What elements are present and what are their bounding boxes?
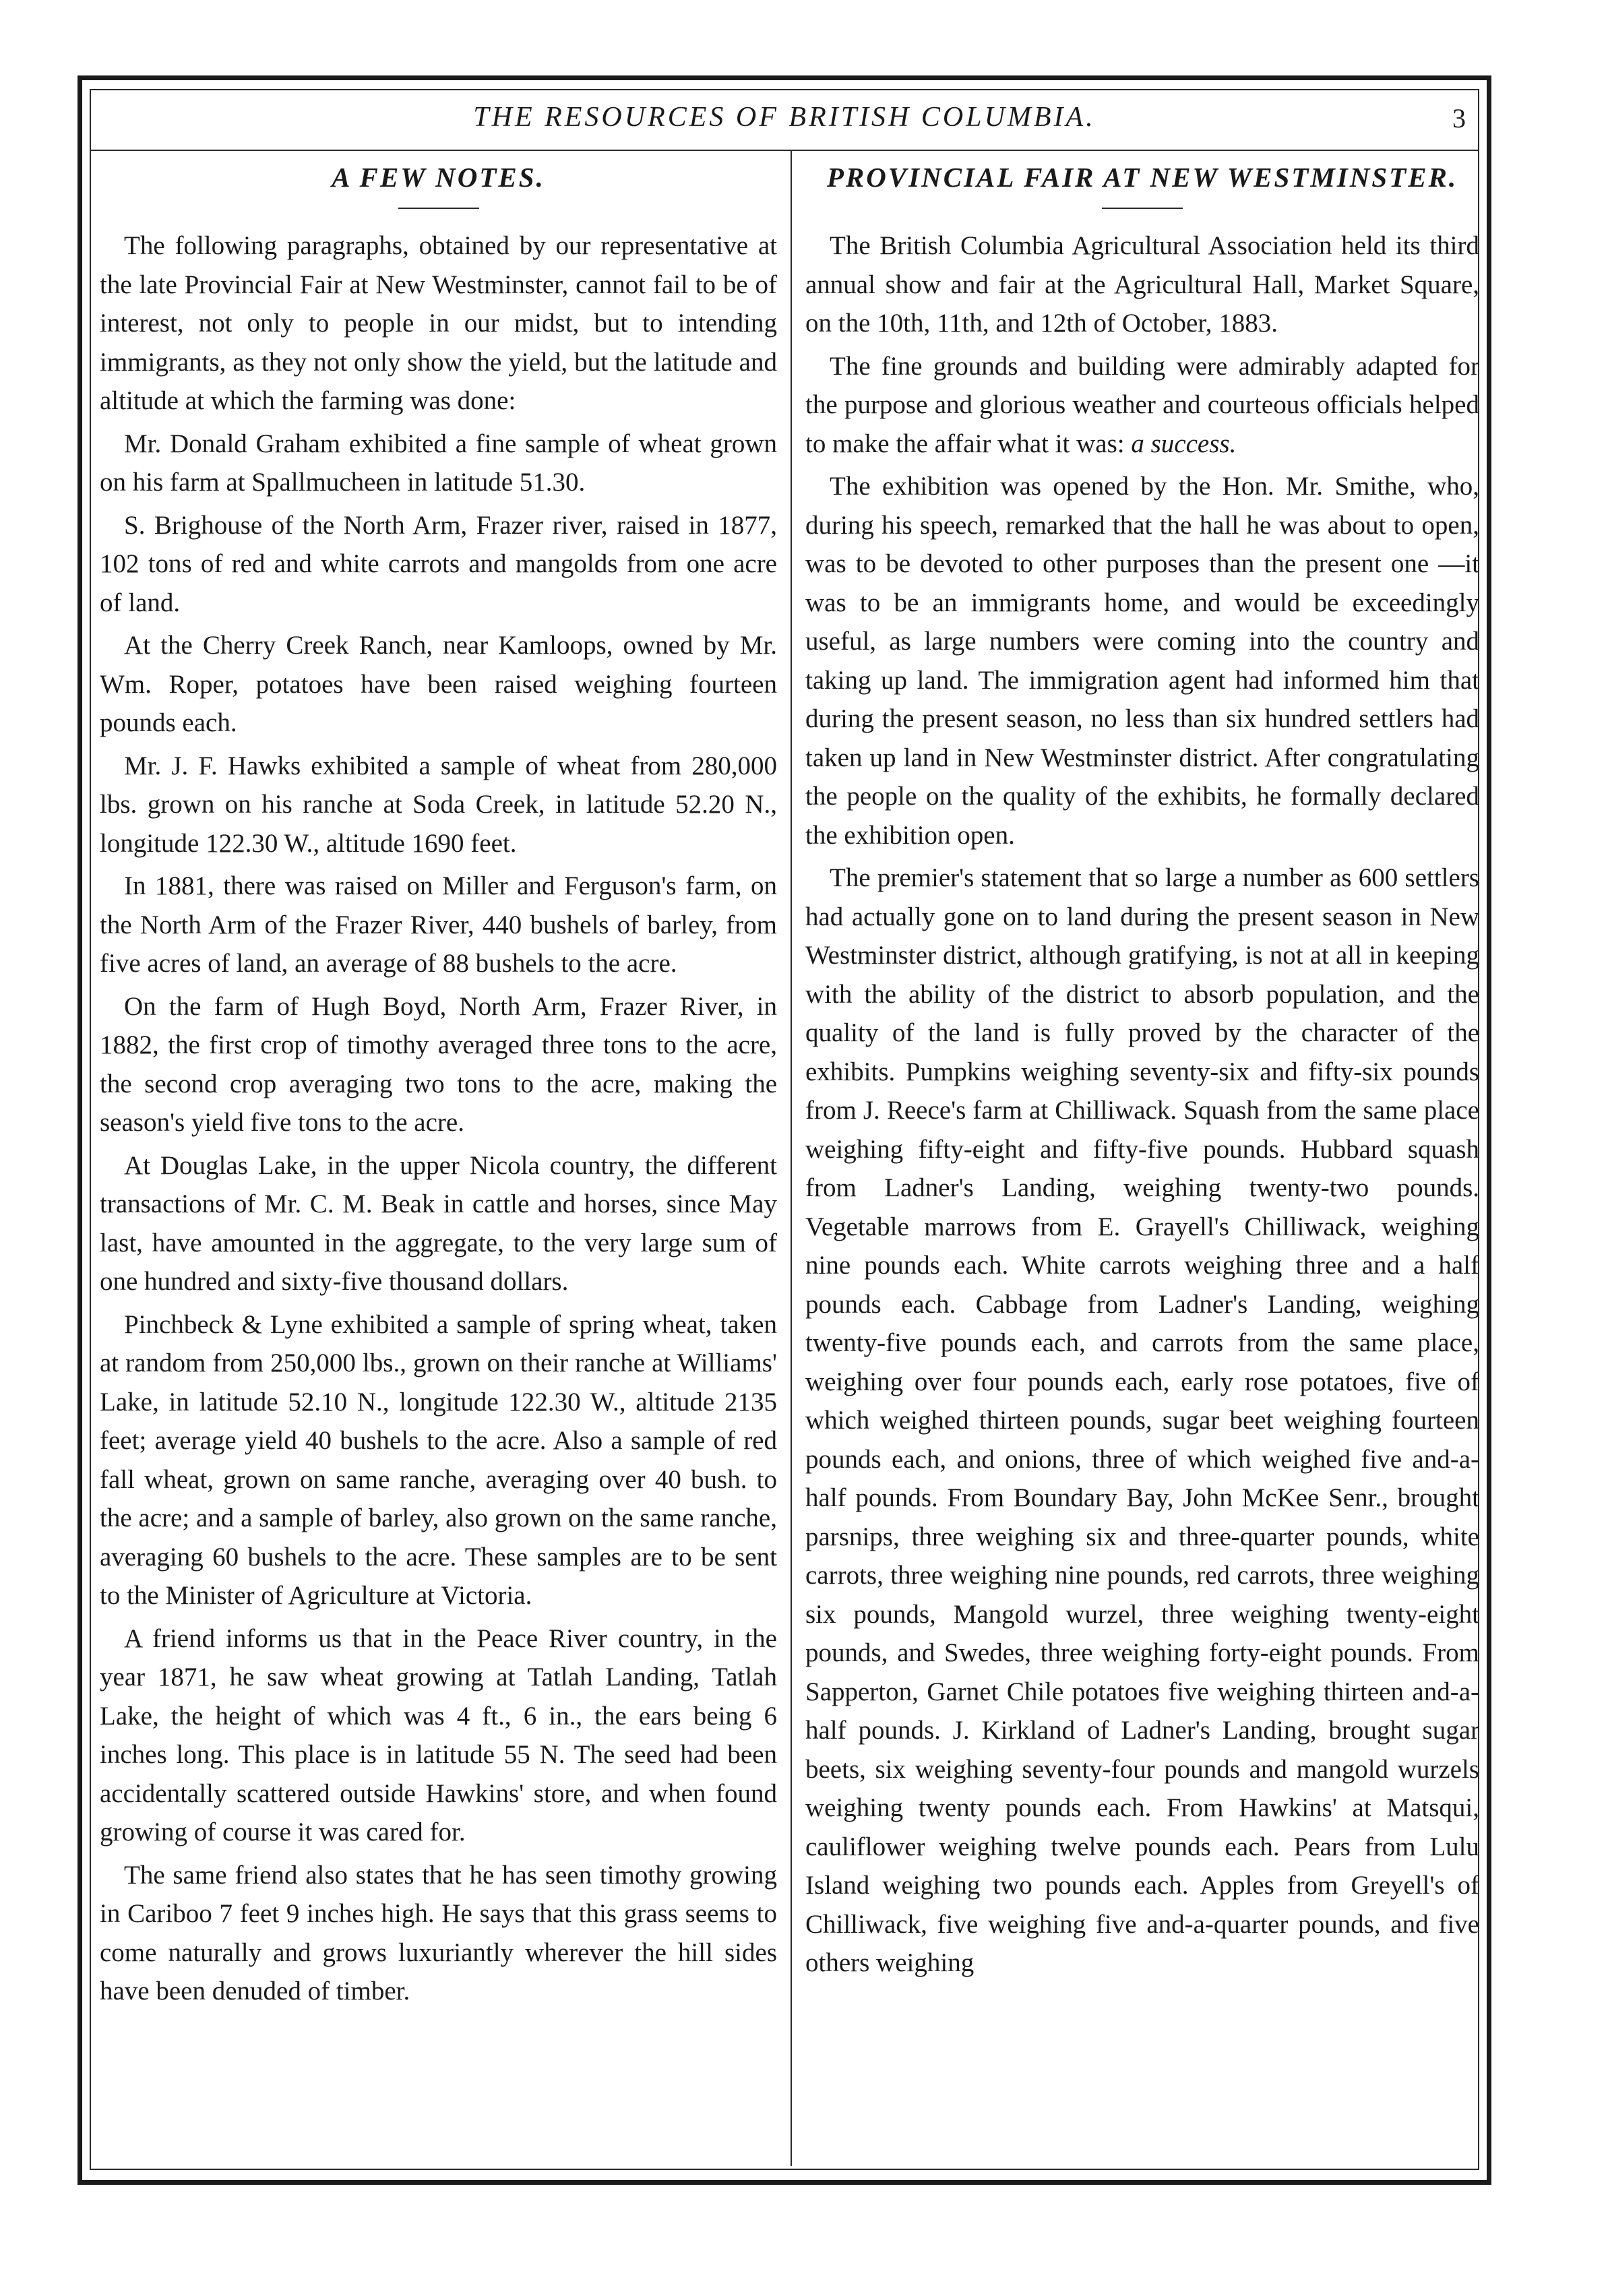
paragraph: Mr. J. F. Hawks exhibited a sample of wheat from 280,000 lbs. grown on his ranche at Soda Creek, in latitude 52.20 N., longitude 122.30 W., altitude 1690 feet. <box>100 751 777 858</box>
paragraph: S. Brighouse of the North Arm, Frazer river, raised in 1877, 102 tons of red and white carrots and mangolds from one acre of land. <box>100 510 777 617</box>
paragraph: The premier's statement that so large a number as 600 settlers had actually gone on to land during the present season in New Westminster district, although gratifying, is not at all in keeping with the ability of the district to absorb population, and the quality of the land is fully proved by the character of the exhibits. Pumpkins weighing seventy-six and fifty-six pounds from J. Reece's farm at Chilliwack. Squash from the same place weighing fifty-eight and fifty-five pounds. Hubbard squash from Ladner's Landing, weighing twenty-two pounds. Vegetable marrows from E. Grayell's Chilliwack, weighing nine pounds each. White carrots weighing three and a half pounds each. Cabbage from Ladner's Landing, weighing twenty-five pounds each, and carrots from the same place, weighing over four pounds each, early rose potatoes, five of which weighed thirteen pounds, sugar beet weighing fourteen pounds each, and onions, three of which weighed five and-a-half pounds. From Boundary Bay, John McKee Senr., brought parsnips, three weighing six and three-quarter pounds, white carrots, three weighing nine pounds, red carrots, three weighing six pounds, Mangold wurzel, three weighing twenty-eight pounds, and Swedes, three weighing forty-eight pounds. From Sapperton, Garnet Chile potatoes five weighing thirteen and-a-half pounds. J. Kirkland of Ladner's Landing, brought sugar beets, six weighing seventy-four pounds and mangold wurzels weighing twenty pounds each. From Hawkins' at Matsqui, cauliflower weighing twelve pounds each. Pears from Lulu Island weighing two pounds each. Apples from Greyell's of Chilliwack, five weighing five and-a-quarter pounds, and five others weighing <box>805 863 1479 1977</box>
paragraph: Pinchbeck & Lyne exhibited a sample of spring wheat, taken at random from 250,000 lbs., grown on their ranche at Williams' Lake, in latitude 52.10 N., longitude 122.30 W., altitude 2135 feet; average yield 40 bushels to the acre. Also a sample of red fall wheat, grown on same ranche, averaging over 40 bush. to the acre; and a sample of barley, also grown on the same ranche, averaging 60 bushels to the acre. These samples are to be sent to the Minister of Agriculture at Victoria. <box>100 1309 777 1610</box>
left-column-heading: A FEW NOTES. <box>332 162 545 193</box>
paragraph: At Douglas Lake, in the upper Nicola country, the different transactions of Mr. C. M. Beak in cattle and horses, since May last, have amounted in the aggregate, to the very large sum of one hundred and sixty-five thousand dollars. <box>100 1150 777 1296</box>
paragraph-with-italic-ending <box>805 347 1479 464</box>
success-phrase: a success. <box>1131 429 1237 458</box>
paragraph: The following paragraphs, obtained by our representative at the late Provincial Fair at New Westminster, cannot fail to be of interest, not only to people in our midst, but to intending immigrants, as they not only show the yield, but the latitude and altitude at which the farming was done: <box>100 231 777 415</box>
left-column <box>100 159 777 2015</box>
right-column-heading: PROVINCIAL FAIR AT NEW WESTMINSTER. <box>826 162 1458 193</box>
paragraph: The exhibition was opened by the Hon. Mr. Smithe, who, during his speech, remarked that the hall he was about to open, was to be devoted to other purposes than the present one —it was to be an immigrants home, and would be exceedingly useful, as large numbers were coming into the country and taking up land. The immigration agent had informed him that during the present season, no less than six hundred settlers had taken up land in New Westminster district. After congratulating the people on the quality of the exhibits, he formally declared the exhibition open. <box>805 472 1479 850</box>
paragraph: In 1881, there was raised on Miller and Ferguson's farm, on the North Arm of the Frazer River, 440 bushels of barley, from five acres of land, an average of 88 bushels to the acre. <box>100 871 777 978</box>
running-title: THE RESOURCES OF BRITISH COLUMBIA. <box>473 102 1096 133</box>
running-header <box>90 94 1479 148</box>
paragraph: The same friend also states that he has seen timothy growing in Cariboo 7 feet 9 inches high. He says that this grass seems to come naturally and grows luxuriantly wherever the hill sides have been denuded of timber. <box>100 1860 777 2006</box>
page-number: 3 <box>1452 103 1466 133</box>
paragraph: The British Columbia Agricultural Association held its third annual show and fair at the Agricultural Hall, Market Square, on the 10th, 11th, and 12th of October, 1883. <box>805 231 1479 338</box>
paragraph: At the Cherry Creek Ranch, near Kamloops, owned by Mr. Wm. Roper, potatoes have been raised weighing fourteen pounds each. <box>100 631 777 737</box>
paragraph: Mr. Donald Graham exhibited a fine sample of wheat grown on his farm at Spallmucheen in latitude 51.30. <box>100 429 777 497</box>
column-divider <box>791 151 792 2166</box>
paragraph-text: The fine grounds and building were admirably adapted for the purpose and glorious weather and courteous officials helped to make the affair what it was: <box>805 351 1479 458</box>
left-heading-rule <box>398 208 479 209</box>
header-rule <box>90 150 1479 151</box>
paragraph: On the farm of Hugh Boyd, North Arm, Frazer River, in 1882, the first crop of timothy averaged three tons to the acre, the second crop averaging two tons to the acre, making the season's yield five tons to the acre. <box>100 991 777 1137</box>
right-heading-rule <box>1102 208 1183 209</box>
paragraph: A friend informs us that in the Peace River country, in the year 1871, he saw wheat growing at Tatlah Landing, Tatlah Lake, the height of which was 4 ft., 6 in., the ears being 6 inches long. This place is in latitude 55 N. The seed had been accidentally scattered outside Hawkins' store, and when found growing of course it was cared for. <box>100 1623 777 1847</box>
right-column <box>805 159 1479 1987</box>
